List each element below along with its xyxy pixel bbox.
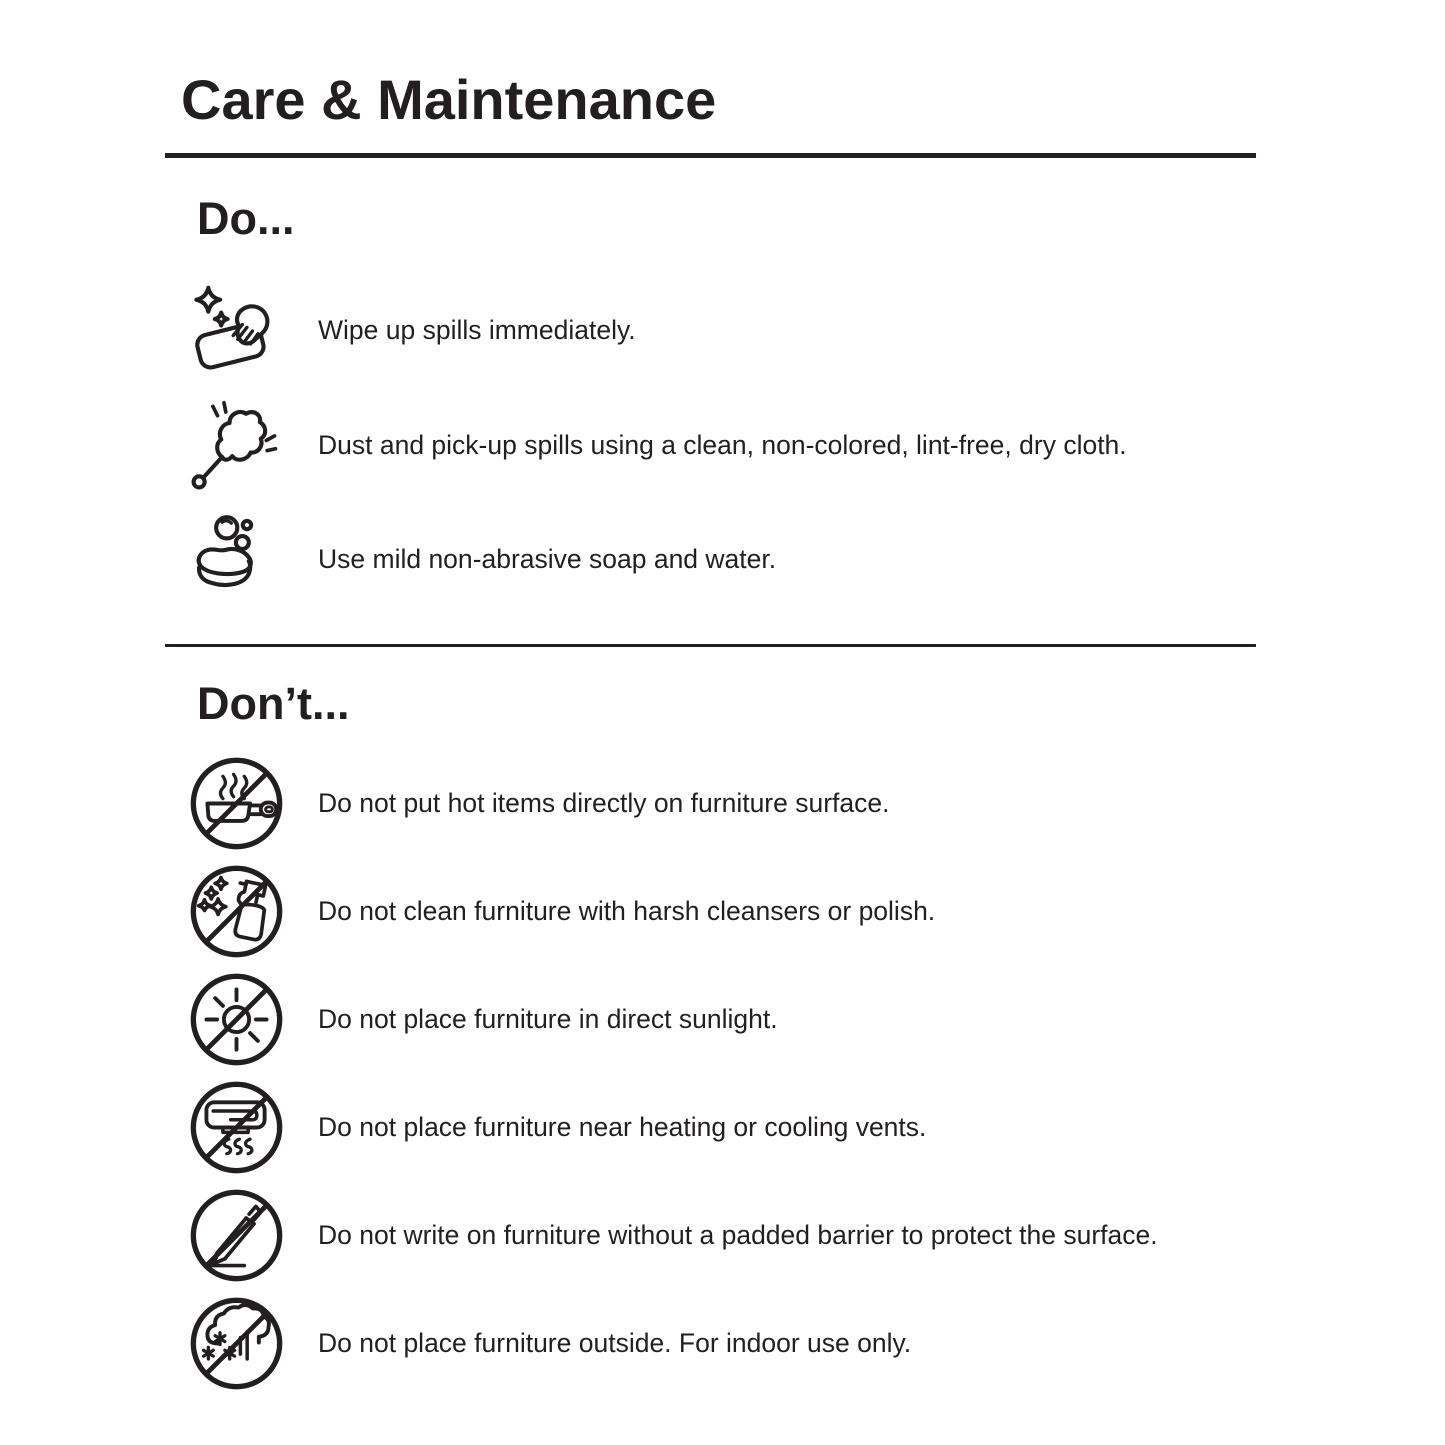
no-spray-cleaner-icon [188, 863, 285, 960]
no-heating-cooling-vent-icon [188, 1079, 285, 1176]
page-title: Care & Maintenance [181, 68, 717, 131]
dont-item-text: Do not put hot items directly on furniture surface. [318, 787, 890, 818]
dont-item-text: Do not place furniture in direct sunlight. [318, 1003, 778, 1034]
dont-item-text: Do not place furniture outside. For indoor use only. [318, 1327, 912, 1358]
title-divider [165, 153, 1256, 158]
no-direct-sunlight-icon [188, 971, 285, 1068]
list-item [188, 755, 890, 852]
do-section-heading: Do... [197, 193, 295, 244]
list-item [189, 399, 1127, 493]
do-item-text: Wipe up spills immediately. [318, 315, 636, 346]
dont-item-text: Do not clean furniture with harsh cleansers or polish. [318, 895, 936, 926]
no-writing-pen-icon [188, 1187, 285, 1284]
list-item [188, 1079, 926, 1176]
dont-item-text: Do not place furniture near heating or cooling vents. [318, 1111, 927, 1142]
list-item [188, 1295, 911, 1392]
list-item [189, 284, 636, 378]
list-item [188, 971, 778, 1068]
soap-sponge-icon [189, 514, 281, 606]
wipe-sparkle-icon [189, 285, 281, 377]
no-outdoor-weather-icon [188, 1295, 285, 1392]
dont-section-heading: Don’t... [197, 678, 350, 729]
do-item-text: Dust and pick-up spills using a clean, non-colored, lint-free, dry cloth. [318, 430, 1127, 461]
list-item [188, 1187, 1158, 1284]
dont-item-text: Do not write on furniture without a padded barrier to protect the surface. [318, 1219, 1158, 1250]
feather-duster-icon [189, 400, 281, 492]
list-item [188, 863, 935, 960]
section-divider [165, 644, 1256, 647]
list-item [189, 513, 776, 607]
no-hot-pan-icon [188, 755, 285, 852]
do-item-text: Use mild non-abrasive soap and water. [318, 544, 777, 575]
